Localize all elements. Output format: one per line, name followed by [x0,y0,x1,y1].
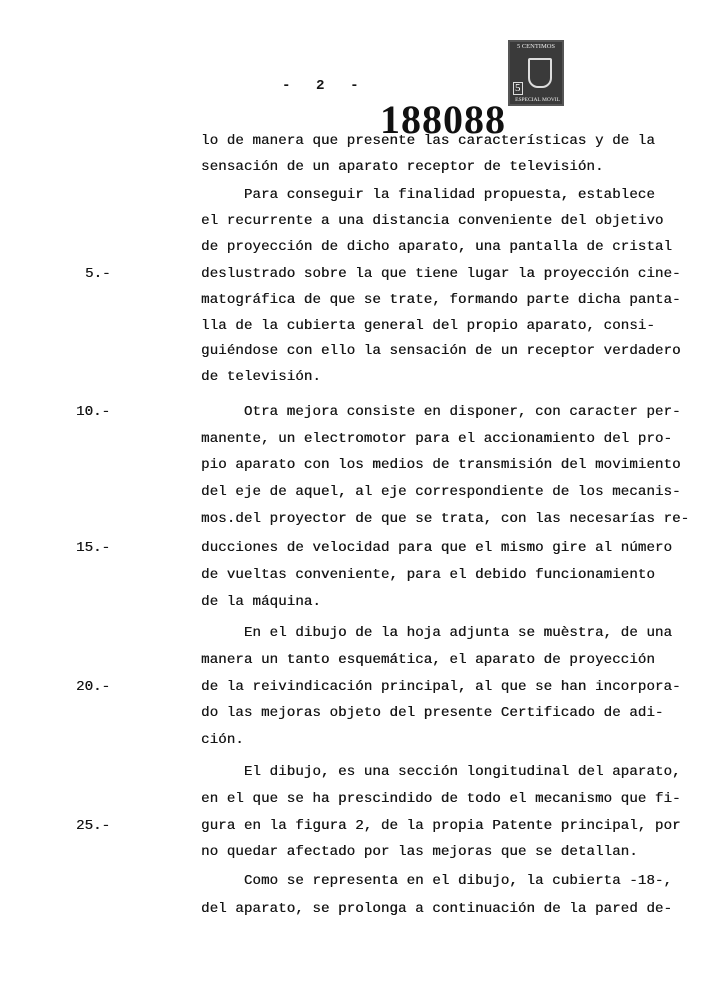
text-line: pio aparato con los medios de transmisión del movimiento [201,457,681,473]
text-line: ducciones de velocidad para que el mismo gire al número [201,540,673,556]
text-line: En el dibujo de la hoja adjunta se muèstra, de una [201,625,673,641]
text-line: manera un tanto esquemática, el aparato de proyección [201,652,655,668]
margin-line-number: 15.- [76,540,111,556]
page-number: - 2 - [282,78,359,94]
text-line: manente, un electromotor para el accionamiento del pro- [201,431,673,447]
text-line: mos.del proyector de que se trata, con las necesarías re- [201,511,690,527]
text-line: el recurrente a una distancia conveniente del objetivo [201,213,664,229]
text-line: Otra mejora consiste en disponer, con caracter per- [201,404,681,420]
text-line: del aparato, se prolonga a continuación de la pared de- [201,901,673,917]
revenue-stamp [508,40,564,106]
text-line: do las mejoras objeto del presente Certificado de adi- [201,705,664,721]
text-line: de televisión. [201,369,321,385]
text-line: deslustrado sobre la que tiene lugar la proyección cine- [201,266,681,282]
text-line: ción. [201,732,244,748]
document-number: 188088 [380,97,506,142]
text-line: lo de manera que presente las características y de la [201,133,655,149]
stamp-top-text: 5 CENTIMOS [516,43,556,50]
text-line: gura en la figura 2, de la propia Patente principal, por [201,818,681,834]
text-line: Como se representa en el dibujo, la cubierta -18-, [201,873,673,889]
text-line: matográfica de que se trate, formando parte dicha panta- [201,292,681,308]
text-line: de la reivindicación principal, al que se han incorpora- [201,679,681,695]
text-line: de la máquina. [201,594,321,610]
text-line: lla de la cubierta general del propio aparato, consi- [201,318,655,334]
margin-line-number: 20.- [76,679,111,695]
text-line: de proyección de dicho aparato, una pantalla de cristal [201,239,673,255]
margin-line-number: 10.- [76,404,111,420]
text-line: guiéndose con ello la sensación de un receptor verdadero [201,343,681,359]
stamp-value: 5 [515,82,521,94]
text-line: en el que se ha prescindido de todo el mecanismo que fi- [201,791,681,807]
text-line: Para conseguir la finalidad propuesta, establece [201,187,655,203]
margin-line-number: 25.- [76,818,111,834]
coat-of-arms-icon [528,58,552,88]
text-line: de vueltas conveniente, para el debido funcionamiento [201,567,655,583]
stamp-bottom-text: ESPECIAL MOVIL [515,97,560,103]
text-line: del eje de aquel, al eje correspondiente de los mecanis- [201,484,681,500]
text-line: sensación de un aparato receptor de televisión. [201,159,604,175]
text-line: El dibujo, es una sección longitudinal del aparato, [201,764,681,780]
text-line: no quedar afectado por las mejoras que se detallan. [201,844,638,860]
margin-line-number: 5.- [85,266,111,282]
